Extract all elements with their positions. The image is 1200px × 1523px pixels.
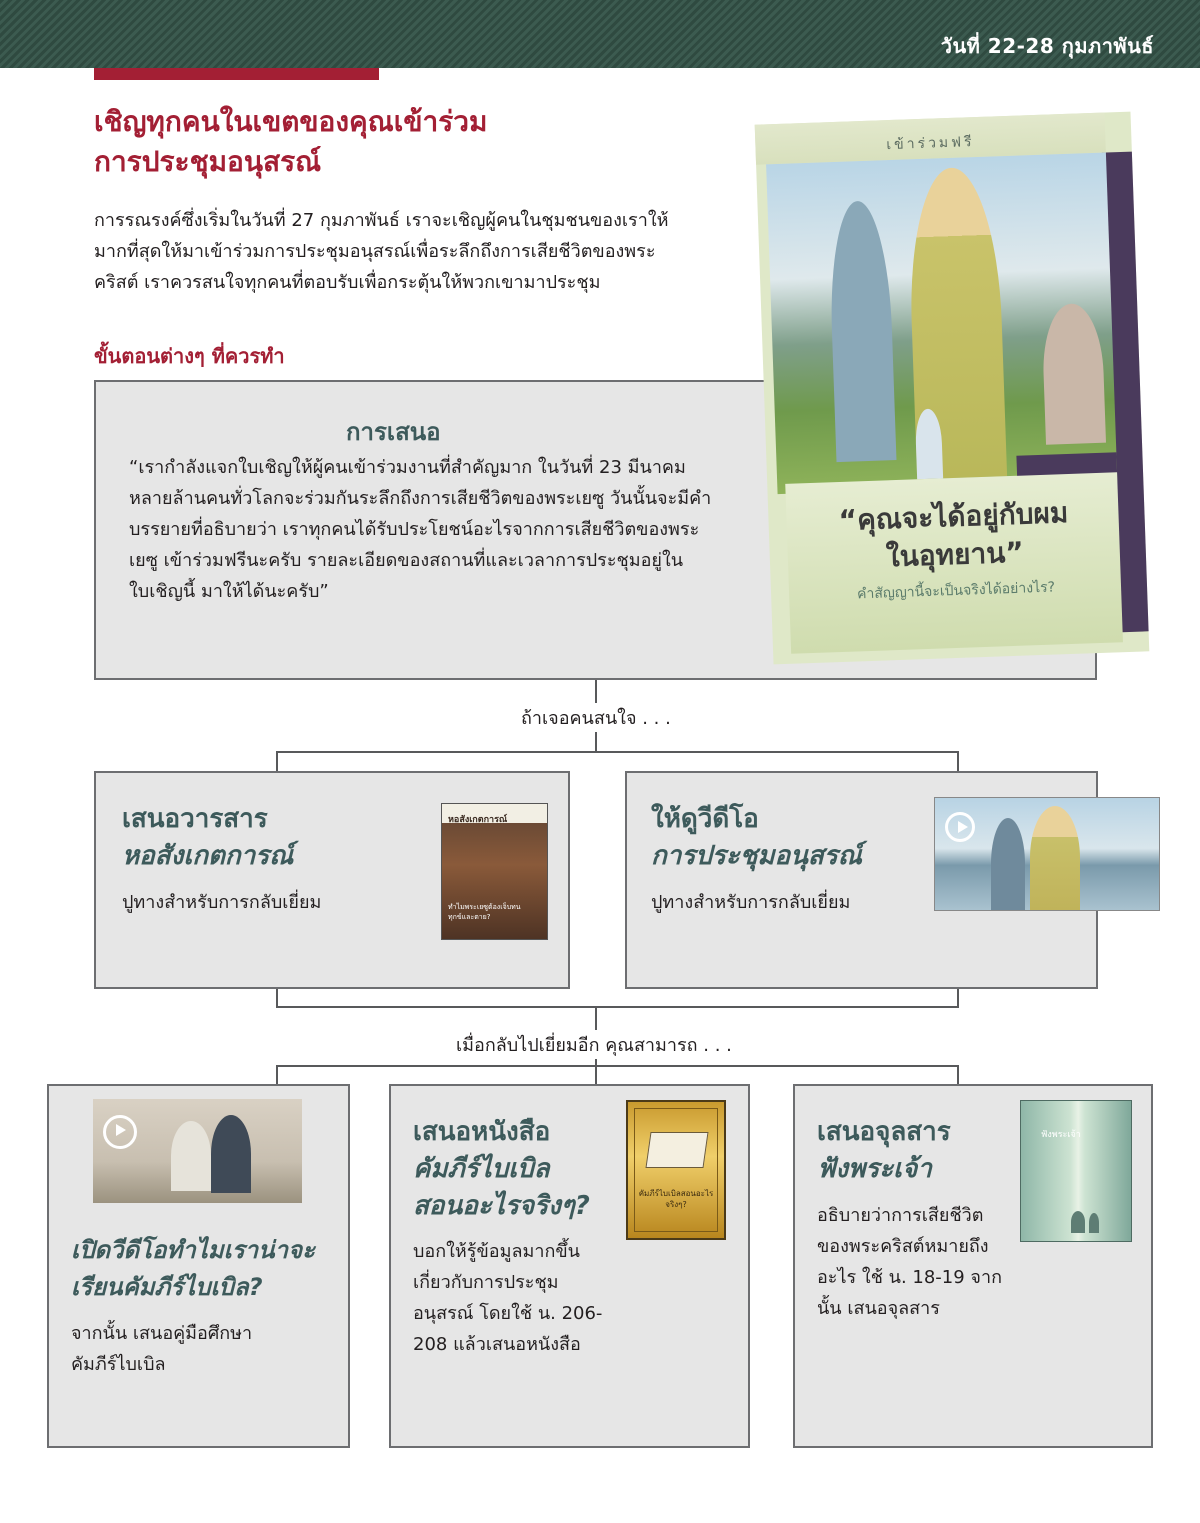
text-line: จากนั้น เสนอคู่มือศึกษา: [71, 1323, 253, 1344]
title-line: เรียนคัมภีร์ไบเบิล?: [71, 1273, 263, 1301]
week-date: วันที่ 22-28 กุมภาพันธ์: [940, 34, 1154, 58]
offer-line: หลายล้านคนทั่วโลกจะร่วมกันระลึกถึงการเสียชีวิตของพระเยซู วันนั้นจะมีคำ: [129, 488, 712, 509]
offer-line: บรรยายที่อธิบายว่า เราทุกคนได้รับประโยชน์อะไรจากการเสียชีวิตของพระ: [129, 519, 700, 540]
return-video-title: [71, 1232, 315, 1306]
brochure-title-line: “คุณจะได้อยู่กับผม: [838, 496, 1069, 538]
tract-family-figures: [1071, 1211, 1085, 1233]
brochure-title: [798, 493, 1110, 580]
video-man: [211, 1115, 251, 1193]
title-line: หอสังเกตการณ์: [122, 841, 294, 871]
text-line: เกี่ยวกับการประชุม: [413, 1272, 559, 1293]
steps-heading: ขั้นตอนต่างๆ ที่ควรทำ: [94, 344, 285, 368]
book-open-bible-icon: [645, 1132, 708, 1168]
offer-title: การเสนอ: [346, 418, 441, 446]
offer-script: [129, 452, 749, 607]
title-line: สอนอะไรจริงๆ?: [413, 1191, 590, 1221]
text-line: ของพระคริสต์หมายถึง: [817, 1236, 989, 1257]
page-title: [94, 102, 694, 182]
accent-bar: [94, 68, 379, 80]
offer-line: “เรากำลังแจกใบเชิญให้ผู้คนเข้าร่วมงานที่สำคัญมาก ในวันที่ 23 มีนาคม: [129, 457, 686, 478]
text-line: อะไร ใช้ น. 18-19 จาก: [817, 1267, 1002, 1288]
return-tract-title: [817, 1114, 951, 1188]
title-line: เปิดวีดีโอทำไมเราน่าจะ: [71, 1236, 315, 1264]
play-icon[interactable]: [103, 1115, 137, 1149]
offer-line: ใบเชิญนี้ มาให้ได้นะครับ”: [129, 581, 329, 602]
option-magazine-title: [122, 801, 293, 875]
connector-line: [276, 751, 278, 773]
play-icon[interactable]: [945, 812, 975, 842]
text-line: บอกให้รู้ข้อมูลมากขึ้น: [413, 1241, 580, 1262]
option-video-title: [651, 801, 862, 875]
video-woman: [1030, 806, 1080, 910]
page-title-line2: การประชุมอนุสรณ์: [94, 145, 322, 178]
memorial-video-thumbnail[interactable]: [934, 797, 1160, 911]
brochure-free-label: เข้าร่วมฟรี: [886, 134, 975, 154]
magazine-name: หอสังเกตการณ์: [448, 815, 508, 825]
tract-family-figures: [1089, 1213, 1099, 1233]
offer-line: เยซู เข้าร่วมฟรีนะครับ รายละเอียดของสถานที่และเวลาการประชุมอยู่ใน: [129, 550, 684, 571]
brochure-photo: [766, 152, 1117, 494]
option-video-text: ปูทางสำหรับการกลับเยี่ยม: [651, 892, 851, 913]
connector-label-return-visit: เมื่อกลับไปเยี่ยมอีก คุณสามารถ . . .: [450, 1030, 738, 1059]
return-tract-text: [817, 1200, 1002, 1324]
title-line: เสนอจุลสาร: [817, 1117, 951, 1147]
intro-line: การรณรงค์ซึ่งเริ่มในวันที่ 27 กุมภาพันธ์ เราจะเชิญผู้คนในชุมชนของเราให้: [94, 210, 669, 231]
title-line: เสนอหนังสือ: [413, 1117, 551, 1147]
connector-line: [276, 751, 959, 753]
book-frame: [634, 1108, 718, 1232]
text-line: คัมภีร์ไบเบิล: [71, 1354, 166, 1375]
photo-man: [827, 200, 896, 462]
title-line: คัมภีร์ไบเบิล: [413, 1154, 550, 1184]
connector-line: [276, 989, 278, 1007]
watchtower-magazine-cover: [441, 803, 548, 940]
magazine-cover-headline: ทำไมพระเยซูต้องเจ็บทนทุกข์และตาย?: [448, 903, 521, 921]
intro-paragraph: [94, 205, 694, 298]
text-line: อธิบายว่าการเสียชีวิต: [817, 1205, 984, 1226]
return-video-text: [71, 1318, 252, 1380]
text-line: นั้น เสนอจุลสาร: [817, 1298, 940, 1319]
title-line: เสนอวารสาร: [122, 804, 268, 834]
intro-line: คริสต์ เราควรสนใจทุกคนที่ตอบรับเพื่อกระตุ้นให้พวกเขามาประชุม: [94, 272, 601, 293]
photo-people-right: [1041, 303, 1106, 445]
return-book-text: [413, 1236, 602, 1360]
title-line: การประชุมอนุสรณ์: [651, 841, 862, 871]
listen-to-god-tract-cover: [1020, 1100, 1132, 1242]
title-line: ฟังพระเจ้า: [817, 1154, 932, 1184]
connector-line: [957, 751, 959, 773]
text-line: อนุสรณ์ โดยใช้ น. 206-: [413, 1303, 603, 1324]
brochure-subtitle: คำสัญญานี้จะเป็นจริงได้อย่างไร?: [856, 579, 1056, 603]
bible-teach-book-cover: [626, 1100, 726, 1240]
page-title-line1: เชิญทุกคนในเขตของคุณเข้าร่วม: [94, 105, 488, 138]
invitation-brochure-image: [755, 112, 1150, 665]
text-line: 208 แล้วเสนอหนังสือ: [413, 1334, 581, 1355]
bible-study-video-thumbnail[interactable]: [93, 1099, 302, 1203]
tract-cover-title: ฟังพระเจ้า: [1041, 1130, 1081, 1140]
video-man: [991, 818, 1025, 910]
connector-line: [276, 1006, 959, 1008]
video-woman: [171, 1121, 211, 1191]
connector-line: [276, 1065, 959, 1067]
connector-line: [957, 1065, 959, 1085]
title-line: ให้ดูวีดีโอ: [651, 804, 759, 834]
book-cover-title: คัมภีร์ไบเบิลสอนอะไรจริงๆ?: [638, 1189, 714, 1209]
brochure-title-line: ในอุทยาน”: [885, 535, 1025, 574]
connector-line: [957, 989, 959, 1007]
connector-label-interested: ถ้าเจอคนสนใจ . . .: [515, 703, 677, 732]
option-magazine-text: ปูทางสำหรับการกลับเยี่ยม: [122, 892, 322, 913]
connector-line: [276, 1065, 278, 1085]
intro-line: มากที่สุดให้มาเข้าร่วมการประชุมอนุสรณ์เพื่อระลึกถึงการเสียชีวิตของพระ: [94, 241, 656, 262]
return-book-title: [413, 1114, 590, 1225]
